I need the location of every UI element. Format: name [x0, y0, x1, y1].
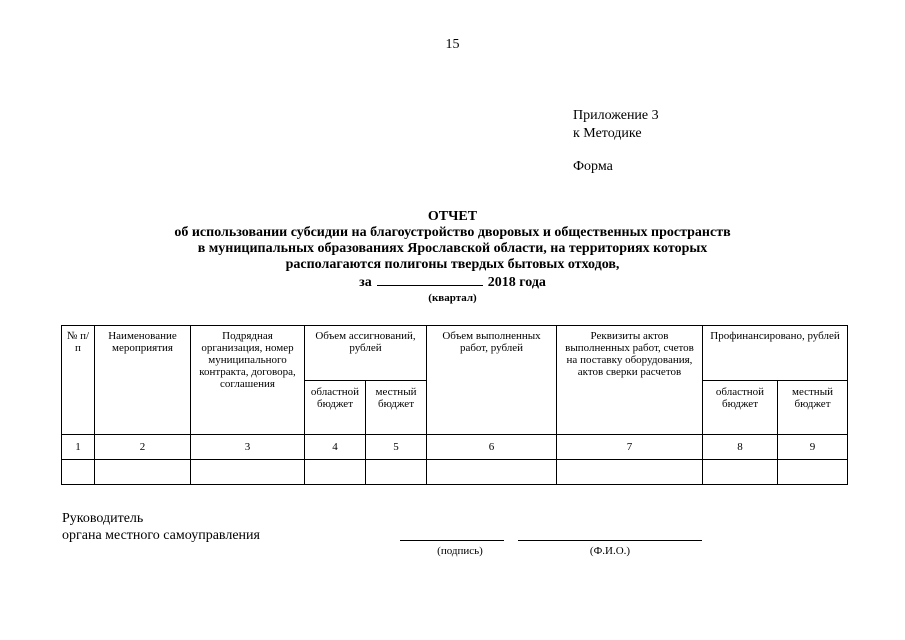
table-cell	[366, 460, 427, 485]
table-cell	[95, 460, 191, 485]
table-row	[62, 460, 848, 485]
header-contractor: Подрядная организация, номер муниципального контракта, договора, соглашения	[191, 326, 305, 435]
full-name-line	[518, 540, 702, 541]
column-number: 9	[778, 435, 848, 460]
title-heading: ОТЧЕТ	[427, 209, 478, 224]
signature-line	[400, 540, 504, 541]
signatory-role-line: Руководитель	[62, 511, 144, 526]
header-regional-budget: областной бюджет	[305, 381, 366, 435]
table-cell	[62, 460, 95, 485]
column-number: 5	[366, 435, 427, 460]
report-title	[0, 209, 905, 304]
period-prefix: за	[359, 275, 372, 290]
column-number: 3	[191, 435, 305, 460]
header-allocations: Объем ассигнований, рублей	[305, 326, 427, 381]
header-num: № п/п	[62, 326, 95, 435]
appendix-line: к Методике	[573, 126, 642, 141]
table-cell	[703, 460, 778, 485]
table-cell	[427, 460, 557, 485]
report-table	[61, 325, 848, 485]
table-cell	[557, 460, 703, 485]
column-number: 8	[703, 435, 778, 460]
appendix-note	[573, 107, 659, 143]
header-financed: Профинансировано, рублей	[703, 326, 848, 381]
form-label: Форма	[573, 159, 613, 174]
signatory-role	[62, 510, 260, 544]
signature-hint: (подпись)	[437, 545, 483, 557]
full-name-hint: (Ф.И.О.)	[589, 545, 631, 557]
period-hint: (квартал)	[428, 292, 477, 304]
title-line: в муниципальных образованиях Ярославской области, на территориях которых	[197, 241, 708, 256]
column-number: 2	[95, 435, 191, 460]
header-regional-budget: областной бюджет	[703, 381, 778, 435]
title-line: располагаются полигоны твердых бытовых отходов,	[285, 257, 620, 272]
table-cell	[305, 460, 366, 485]
table-header-row	[62, 326, 848, 381]
table-cell	[191, 460, 305, 485]
appendix-line: Приложение 3	[573, 108, 659, 123]
table-cell	[778, 460, 848, 485]
column-number: 7	[557, 435, 703, 460]
page-number: 15	[445, 37, 460, 52]
header-local-budget: местный бюджет	[778, 381, 848, 435]
period-line	[0, 273, 905, 291]
header-requisites: Реквизиты актов выполненных работ, счетов на поставку оборудования, актов сверки расчетов	[557, 326, 703, 435]
header-local-budget: местный бюджет	[366, 381, 427, 435]
title-line: об использовании субсидии на благоустройство дворовых и общественных пространств	[174, 225, 731, 240]
column-number: 1	[62, 435, 95, 460]
header-works-volume: Объем выполненных работ, рублей	[427, 326, 557, 435]
header-name: Наименование мероприятия	[95, 326, 191, 435]
period-blank-field	[377, 273, 483, 286]
column-number-row	[62, 435, 848, 460]
signatory-role-line: органа местного самоуправления	[62, 528, 260, 543]
column-number: 4	[305, 435, 366, 460]
column-number: 6	[427, 435, 557, 460]
period-suffix: 2018 года	[487, 275, 546, 290]
